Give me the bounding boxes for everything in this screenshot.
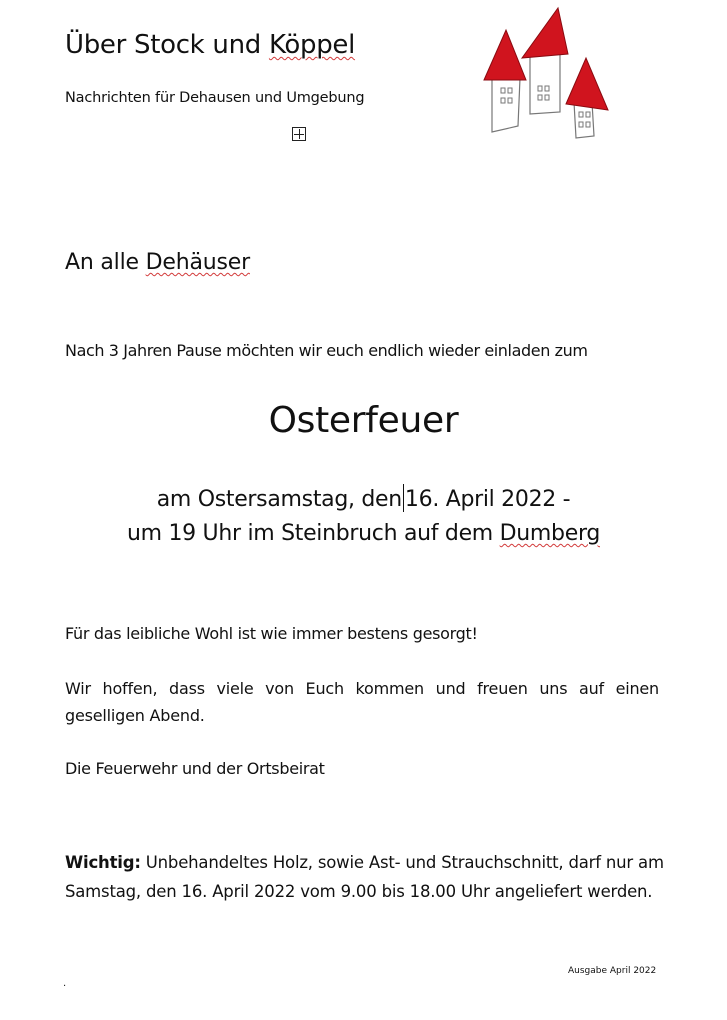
hope-paragraph: Wir hoffen, dass viele von Euch kommen und freuen uns auf einen geselligen Abend. bbox=[65, 679, 659, 725]
notice-label: Wichtig: bbox=[65, 853, 141, 872]
event-location-dumberg: Dumberg bbox=[499, 521, 600, 546]
event-title: Osterfeuer bbox=[268, 400, 459, 441]
signature: Die Feuerwehr und der Ortsbeirat bbox=[65, 759, 325, 778]
event-date-part-a: am Ostersamstag, den bbox=[156, 487, 402, 512]
intro-text: Nach 3 Jahren Pause möchten wir euch endlich wieder einladen zum bbox=[65, 341, 588, 360]
newsletter-title bbox=[65, 30, 355, 60]
issue-label: Ausgabe April 2022 bbox=[568, 966, 657, 976]
event-location-line bbox=[0, 521, 727, 546]
event-date-line bbox=[0, 484, 727, 512]
newsletter-subtitle: Nachrichten für Dehausen und Umgebung bbox=[65, 90, 365, 106]
greeting-word-dehaeuser: Dehäuser bbox=[145, 250, 250, 275]
event-location-part-a: um 19 Uhr im Steinbruch auf dem bbox=[127, 521, 500, 546]
title-word-koeppel: Köppel bbox=[268, 30, 356, 60]
move-handle-icon[interactable] bbox=[292, 127, 306, 141]
houses-logo-icon bbox=[478, 6, 614, 142]
greeting-prefix: An alle bbox=[65, 250, 146, 275]
greeting bbox=[65, 250, 250, 275]
notice-paragraph bbox=[65, 848, 665, 906]
notice-text: Unbehandeltes Holz, sowie Ast- und Strauchschnitt, darf nur am Samstag, den 16. April 2022 vom 9.00 bis 18.00 Uhr angeliefert werden. bbox=[65, 853, 664, 901]
title-prefix: Über Stock und bbox=[65, 30, 269, 60]
footer-dot: . bbox=[63, 978, 67, 989]
food-text: Für das leibliche Wohl ist wie immer bestens gesorgt! bbox=[65, 624, 478, 643]
event-date-part-b: 16. April 2022 - bbox=[404, 487, 571, 512]
text-cursor bbox=[403, 484, 404, 512]
